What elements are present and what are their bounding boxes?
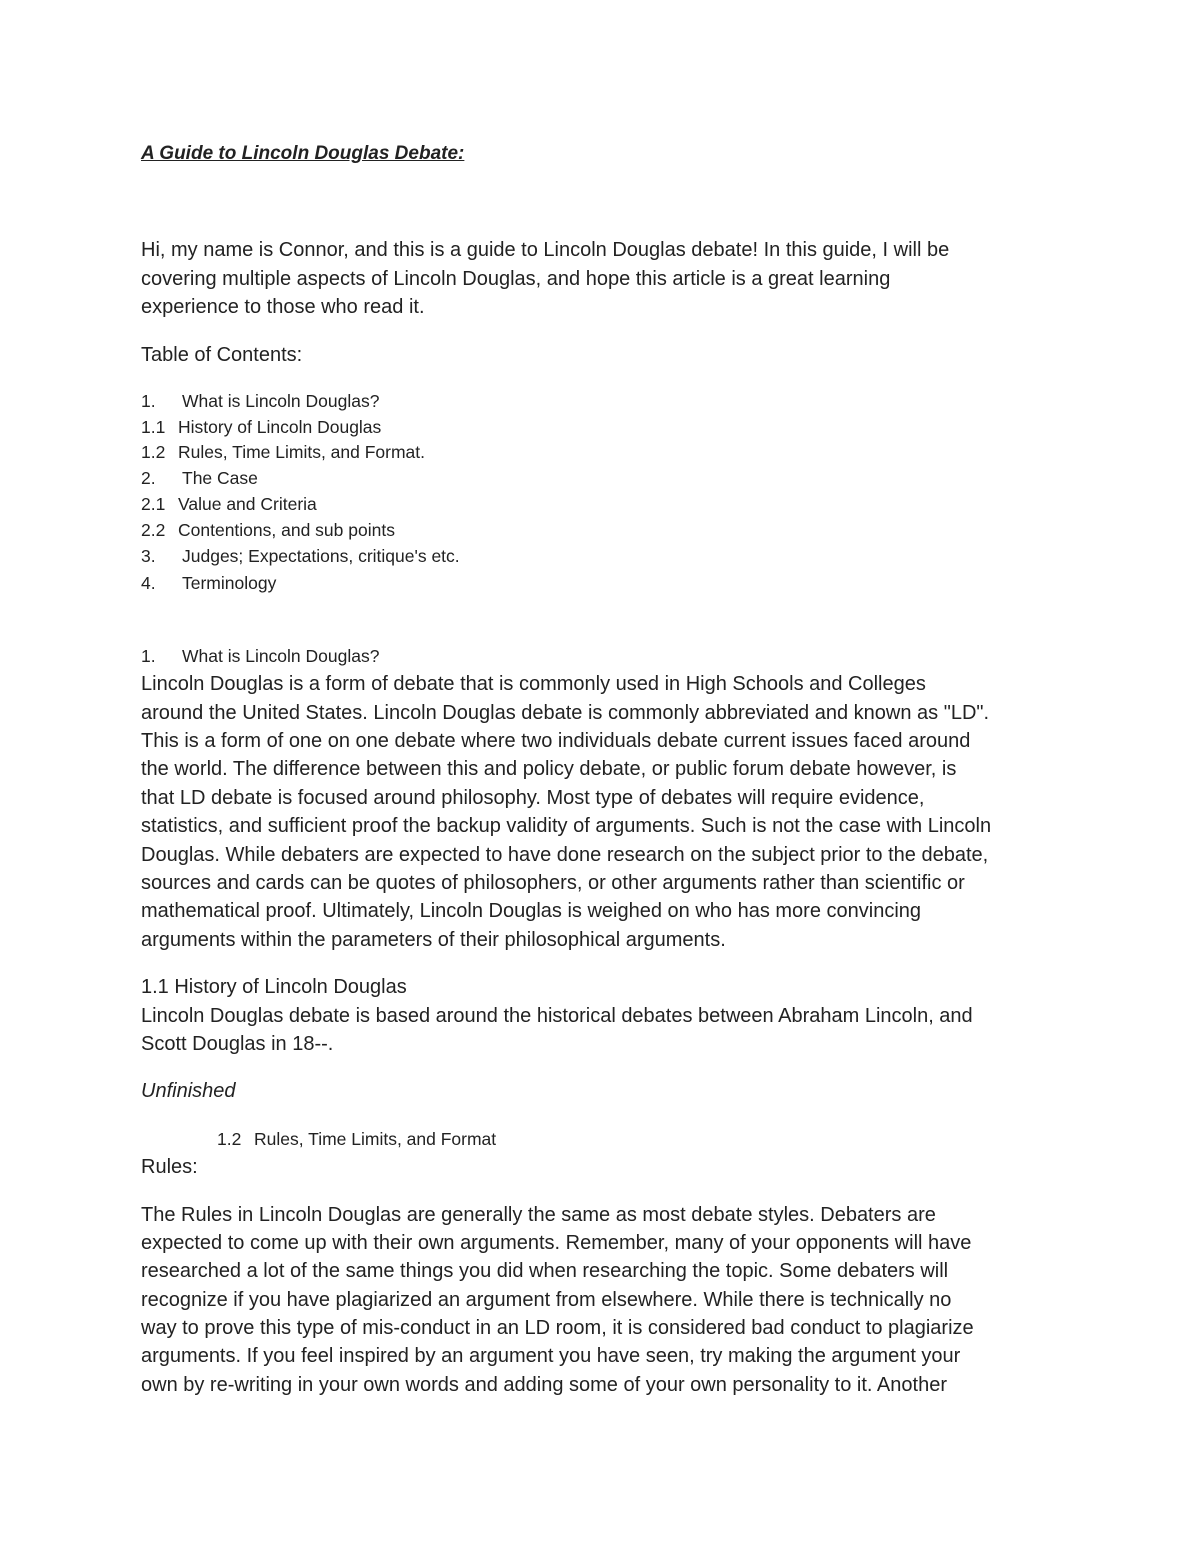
section-title: What is Lincoln Douglas? xyxy=(182,646,380,666)
paragraph-line: Lincoln Douglas is a form of debate that is commonly used in High Schools and Colleges xyxy=(141,673,926,695)
paragraph-line: statistics, and sufficient proof the backup validity of arguments. Such is not the case with Lincoln xyxy=(141,815,992,837)
toc-item-number: 1.1 xyxy=(141,417,166,437)
paragraph-line: researched a lot of the same things you did when researching the topic. Some debaters will xyxy=(141,1260,949,1282)
unfinished-note: Unfinished xyxy=(141,1080,236,1102)
paragraph-line: Scott Douglas in 18--. xyxy=(141,1033,334,1055)
section-number: 1. xyxy=(141,646,156,666)
paragraph-line: way to prove this type of mis-conduct in an LD room, it is considered bad conduct to plagiarize xyxy=(141,1317,974,1339)
intro-line: experience to those who read it. xyxy=(141,296,425,318)
toc-item-number: 2.2 xyxy=(141,520,166,540)
intro-line: covering multiple aspects of Lincoln Douglas, and hope this article is a great learning xyxy=(141,268,891,290)
section-heading xyxy=(141,646,379,667)
toc-item-label: History of Lincoln Douglas xyxy=(178,417,382,437)
toc-item xyxy=(141,442,425,463)
paragraph-line: that LD debate is focused around philosophy. Most type of debates will require evidence, xyxy=(141,787,925,809)
section-number: 1.2 xyxy=(217,1129,242,1149)
toc-item-number: 1. xyxy=(141,391,156,411)
toc-item-label: Terminology xyxy=(182,573,277,593)
paragraph-line: the world. The difference between this and policy debate, or public forum debate however, is xyxy=(141,758,957,780)
toc-item xyxy=(141,546,460,567)
paragraph-line: arguments within the parameters of their philosophical arguments. xyxy=(141,929,726,951)
paragraph-line: recognize if you have plagiarized an argument from elsewhere. While there is technically no xyxy=(141,1289,952,1311)
section-title: Rules, Time Limits, and Format xyxy=(254,1129,497,1149)
paragraph-line: Douglas. While debaters are expected to have done research on the subject prior to the debate, xyxy=(141,844,989,866)
toc-item-number: 3. xyxy=(141,546,156,566)
paragraph-line: Lincoln Douglas debate is based around the historical debates between Abraham Lincoln, and xyxy=(141,1005,973,1027)
toc-item-number: 1.2 xyxy=(141,442,166,462)
intro-line: Hi, my name is Connor, and this is a guide to Lincoln Douglas debate! In this guide, I will be xyxy=(141,239,950,261)
rules-label: Rules: xyxy=(141,1156,198,1178)
toc-item xyxy=(141,494,317,515)
toc-item xyxy=(141,468,258,489)
paragraph-line: arguments. If you feel inspired by an argument you have seen, try making the argument your xyxy=(141,1345,961,1367)
toc-item-label: Value and Criteria xyxy=(178,494,317,514)
paragraph-line: sources and cards can be quotes of philosophers, or other arguments rather than scientific or xyxy=(141,872,965,894)
paragraph-line: own by re-writing in your own words and adding some of your own personality to it. Another xyxy=(141,1374,947,1396)
toc-item-number: 2. xyxy=(141,468,156,488)
toc-item-number: 2.1 xyxy=(141,494,166,514)
toc-item xyxy=(141,391,379,412)
toc-item-label: What is Lincoln Douglas? xyxy=(182,391,380,411)
toc-item-number: 4. xyxy=(141,573,156,593)
toc-item-label: The Case xyxy=(182,468,258,488)
toc-item-label: Contentions, and sub points xyxy=(178,520,395,540)
document-title: A Guide to Lincoln Douglas Debate: xyxy=(141,143,465,164)
toc-item-label: Rules, Time Limits, and Format. xyxy=(178,442,426,462)
toc-item xyxy=(141,573,276,594)
paragraph-line: mathematical proof. Ultimately, Lincoln Douglas is weighed on who has more convincing xyxy=(141,900,922,922)
section-heading: 1.1 History of Lincoln Douglas xyxy=(141,976,407,998)
toc-heading: Table of Contents: xyxy=(141,344,303,366)
toc-item xyxy=(141,520,395,541)
toc-item-label: Judges; Expectations, critique's etc. xyxy=(182,546,460,566)
paragraph-line: around the United States. Lincoln Douglas debate is commonly abbreviated and known as "LD". xyxy=(141,702,990,724)
paragraph-line: This is a form of one on one debate where two individuals debate current issues faced around xyxy=(141,730,971,752)
paragraph-line: The Rules in Lincoln Douglas are generally the same as most debate styles. Debaters are xyxy=(141,1204,936,1226)
paragraph-line: expected to come up with their own arguments. Remember, many of your opponents will have xyxy=(141,1232,972,1254)
toc-item xyxy=(141,417,381,438)
section-heading xyxy=(217,1129,496,1150)
